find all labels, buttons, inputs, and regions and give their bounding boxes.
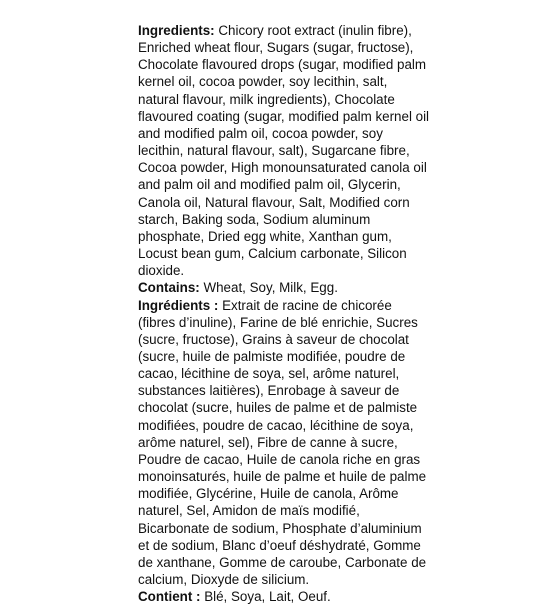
french-contains-heading: Contient : (138, 589, 201, 605)
ingredients-label-panel (138, 22, 430, 605)
english-ingredients-paragraph (138, 22, 430, 279)
french-ingredients-heading: Ingrédients : (138, 297, 219, 313)
english-ingredients-list: Chicory root extract (inulin fibre), Enriched wheat flour, Sugars (sugar, fructose), Chocolate flavoured drops (sugar, modified palm kernel oil, cocoa powder, soy lecithin, salt, natural flavour, milk ingredients), Chocolate flavoured coating (sugar, modified palm kernel oil and modified palm oil, cocoa powder, soy lecithin, natural flavour, salt), Sugarcane fibre, Cocoa powder, High monounsaturated canola oil and palm oil and modified palm oil, Glycerin, Canola oil, Natural flavour, Salt, Modified corn starch, Baking soda, Sodium aluminum phosphate, Dried egg white, Xanthan gum, Locust bean gum, Calcium carbonate, Silicon dioxide. (138, 23, 430, 279)
english-contains-heading: Contains: (138, 280, 200, 296)
english-allergen-list: Wheat, Soy, Milk, Egg. (199, 280, 338, 296)
english-ingredients-heading: Ingredients: (138, 23, 215, 38)
french-allergen-paragraph (138, 588, 430, 605)
french-ingredients-list: Extrait de racine de chicorée (fibres d’inuline), Farine de blé enrichie, Sucres (sucre, fructose), Grains à saveur de chocolat (sucre, huile de palmiste modifiée, poudre de cacao, lécithine de soya, sel, arôme naturel, substances laitières), Enrobage à saveur de chocolat (sucre, huiles de palme et de palmiste modifiées, poudre de cacao, lécithine de soya, arôme naturel, sel), Fibre de canne à sucre, Poudre de cacao, Huile de canola riche en gras monoinsaturés, huile de palme et huile de palme modifiée, Glycérine, Huile de canola, Arôme naturel, Sel, Amidon de maïs modifié, Bicarbonate de sodium, Phosphate d’aluminium et de sodium, Blanc d’oeuf déshydraté, Gomme de xanthane, Gomme de caroube, Carbonate de calcium, Dioxyde de silicium. (138, 297, 427, 587)
french-allergen-list: Blé, Soya, Lait, Oeuf. (200, 589, 331, 605)
french-ingredients-paragraph (138, 297, 430, 589)
english-allergen-paragraph (138, 279, 430, 296)
